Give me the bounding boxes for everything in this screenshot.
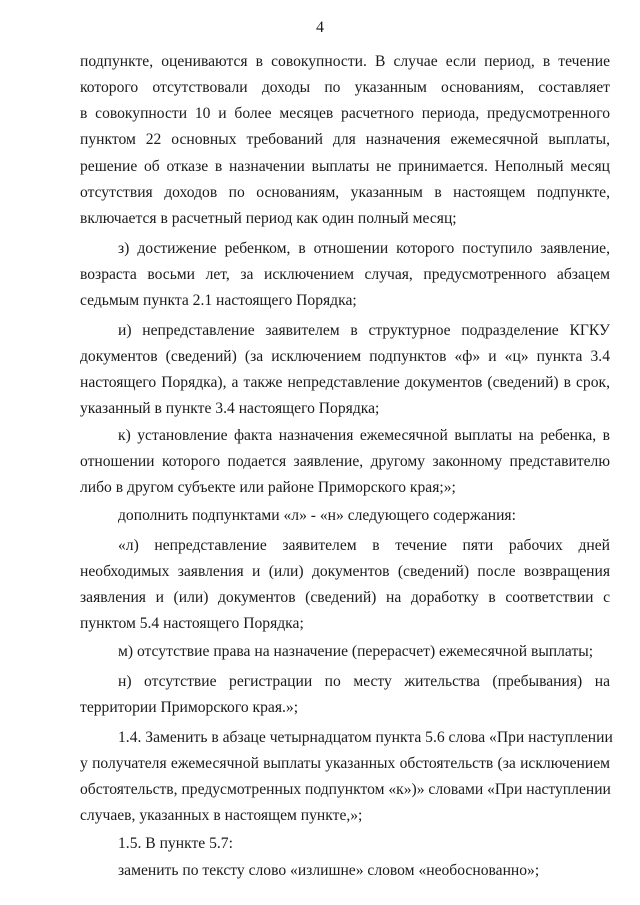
text-line: 1.5. В пункте 5.7:	[118, 835, 233, 852]
text-line: случаев, указанных в настоящем пункте,»;	[80, 807, 363, 824]
text-line: пунктом 22 основных требований для назначения ежемесячной выплаты,	[80, 131, 610, 148]
text-line: 1.4. Заменить в абзаце четырнадцатом пункта 5.6 слова «При наступлении	[118, 729, 613, 746]
text-line: отношении которого подается заявление, другому законному представителю	[80, 453, 610, 470]
text-line: в совокупности 10 и более месяцев расчетного периода, предусмотренного	[80, 105, 610, 122]
text-line: территории Приморского края.»;	[80, 699, 299, 716]
text-line: з) достижение ребенком, в отношении которого поступило заявление,	[118, 240, 610, 257]
text-line: которого отсутствовали доходы по указанным основаниям, составляет	[80, 79, 610, 96]
text-line: к) установление факта назначения ежемесячной выплаты на ребенка, в	[118, 427, 610, 444]
text-line: дополнить подпунктами «л» - «н» следующего содержания:	[118, 507, 516, 524]
text-line: обстоятельств, предусмотренных подпунктом «к»)» словами «При наступлении	[80, 781, 611, 798]
text-line: у получателя ежемесячной выплаты указанных обстоятельств (за исключением	[80, 755, 610, 772]
text-line: отсутствия доходов по основаниям, указанным в настоящем подпункте,	[80, 184, 610, 201]
text-line: седьмым пункта 2.1 настоящего Порядка;	[80, 292, 357, 309]
text-line: необходимых заявления и (или) документов (сведений) после возвращения	[80, 563, 610, 580]
text-line: и) непредставление заявителем в структурное подразделение КГКУ	[118, 322, 610, 339]
text-line: либо в другом субъекте или районе Приморского края;»;	[80, 479, 456, 496]
text-line: включается в расчетный период как один полный месяц;	[80, 210, 457, 227]
text-line: настоящего Порядка), а также непредставление документов (сведений) в срок,	[80, 374, 610, 391]
text-line: пунктом 5.4 настоящего Порядка;	[80, 615, 304, 632]
page-number: 4	[316, 19, 324, 36]
text-line: подпункте, оцениваются в совокупности. В случае если период, в течение	[80, 53, 610, 70]
text-line: решение об отказе в назначении выплаты не принимается. Неполный месяц	[80, 158, 610, 175]
text-line: н) отсутствие регистрации по месту жительства (пребывания) на	[118, 673, 610, 690]
text-line: заменить по тексту слово «излишне» словом «необоснованно»;	[118, 862, 540, 879]
text-line: возраста восьми лет, за исключением случая, предусмотренного абзацем	[80, 266, 610, 283]
text-line: «л) непредставление заявителем в течение пяти рабочих дней	[118, 537, 610, 554]
text-line: указанный в пункте 3.4 настоящего Порядка;	[80, 400, 380, 417]
text-line: заявления и (или) документов (сведений) на доработку в соответствии с	[80, 589, 610, 606]
text-line: документов (сведений) (за исключением подпунктов «ф» и «ц» пункта 3.4	[80, 348, 610, 365]
text-line: м) отсутствие права на назначение (перерасчет) ежемесячной выплаты;	[118, 643, 594, 660]
